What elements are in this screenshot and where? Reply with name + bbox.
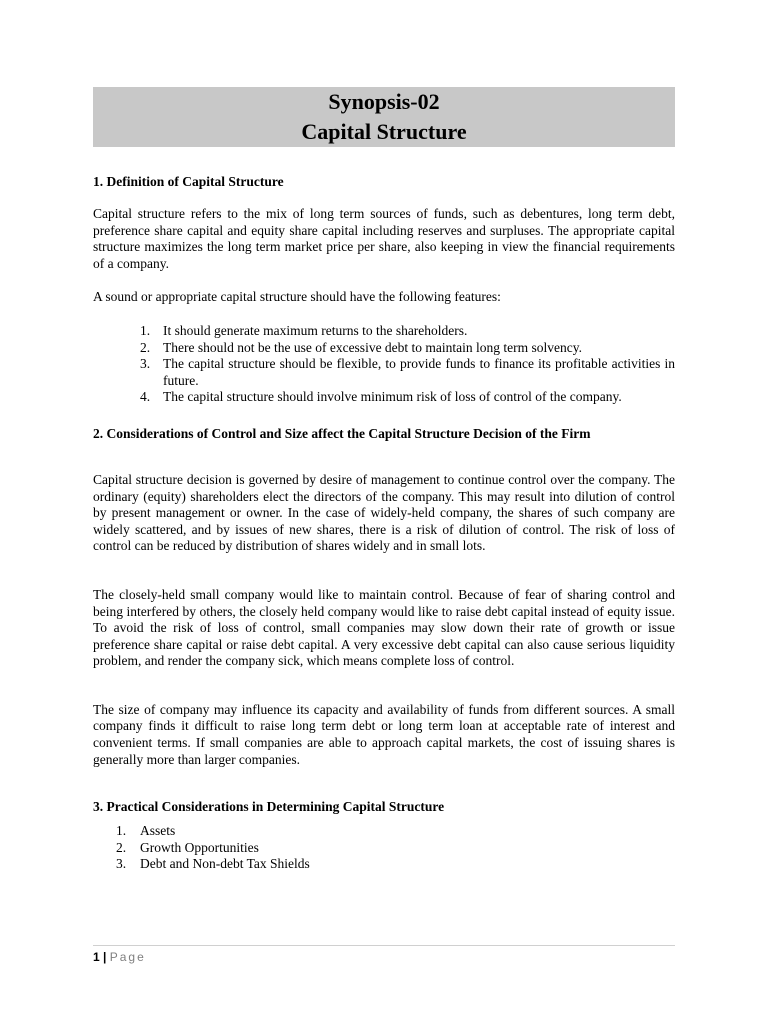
section-2-paragraph-1: Capital structure decision is governed by desire of management to continue control over the company. The ordinary (equity) shareholders elect the directors of the company. This may result into dilution of control by present management or owner. In the case of widely-held company, the shares of such company are widely scattered, and by issues of new shares, there is a risk of dilution of control. The risk of loss of control can be reduced by distribution of shares widely and in small lots.	[93, 471, 675, 554]
list-item: 1. Assets	[116, 823, 176, 839]
document-title: Synopsis-02	[328, 89, 440, 114]
footer-separator: |	[103, 950, 107, 964]
list-item: 3. The capital structure should be flexible, to provide funds to finance its profitable activities in future.	[140, 356, 675, 388]
section-1-paragraph-2: A sound or appropriate capital structure should have the following features:	[93, 289, 501, 305]
title-banner	[93, 87, 675, 147]
section-3-heading: 3. Practical Considerations in Determining Capital Structure	[93, 799, 445, 815]
section-1-heading: 1. Definition of Capital Structure	[93, 174, 284, 189]
considerations-list	[93, 823, 675, 873]
section-2-paragraph-2: The closely-held small company would like to maintain control. Because of fear of sharing control and being interfered by others, the closely held company would like to raise debt capital instead of equity issue. To avoid the risk of loss of control, small companies may slow down their rate of growth or issue preference share capital or raise debt capital. A very excessive debt capital can also cause serious liquidity problem, and render the company sick, which means complete loss of control.	[93, 586, 675, 669]
document-subtitle: Capital Structure	[301, 119, 467, 144]
section-2-paragraph-3: The size of company may influence its capacity and availability of funds from different sources. A small company finds it difficult to raise long term debt or long term loan at acceptable rate of interest and convenient terms. If small companies are able to approach capital markets, the cost of issuing shares is generally more than larger companies.	[93, 701, 675, 767]
list-item: 1. It should generate maximum returns to the shareholders.	[140, 322, 468, 338]
list-item: 4. The capital structure should involve minimum risk of loss of control of the company.	[140, 389, 622, 405]
features-list	[93, 323, 675, 406]
section-1-paragraph-1: Capital structure refers to the mix of long term sources of funds, such as debentures, long term debt, preference share capital and equity share capital including reserves and surpluses. The appropriate capital structure maximizes the long term market price per share, also keeping in view the financial requirements of a company.	[93, 206, 675, 271]
list-item: 3. Debt and Non-debt Tax Shields	[116, 856, 310, 872]
list-item: 2. There should not be the use of excessive debt to maintain long term solvency.	[140, 339, 583, 355]
page-footer	[93, 945, 675, 964]
section-2-heading: 2. Considerations of Control and Size affect the Capital Structure Decision of the Firm	[93, 425, 591, 441]
page-number: 1	[93, 950, 100, 964]
page-label: Page	[109, 950, 146, 964]
document-page	[93, 87, 675, 873]
list-item: 2. Growth Opportunities	[116, 839, 259, 855]
